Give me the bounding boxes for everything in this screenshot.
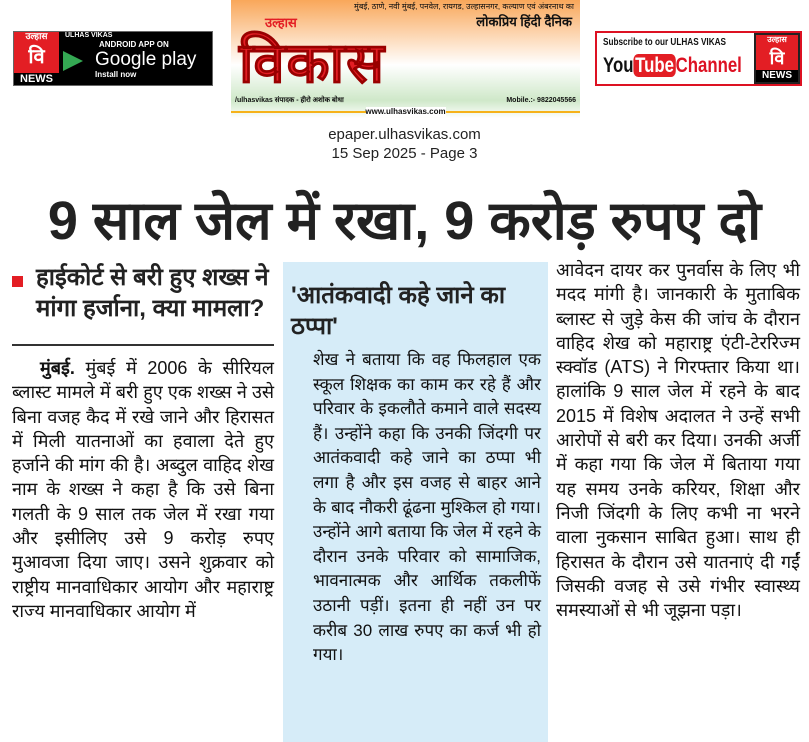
ad-line2: ANDROID APP ON — [99, 40, 169, 50]
ulhas-vikas-news-logo — [14, 32, 59, 85]
google-play-ad[interactable] — [13, 31, 213, 86]
bullet-square — [12, 276, 23, 287]
masthead-title: विकास — [239, 31, 387, 94]
right-column-text: आवेदन दायर कर पुनर्वास के लिए भी मदद मांगी है। जानकारी के मुताबिक ब्लास्ट से जुड़े केस की जांच के दौरान वाहिद शेख को महाराष्ट्र एंटी-टेररिज्म स्क्वॉड (ATS) ने गिरफ्तार किया था। हालांकि 9 साल जेल में रहने के बाद 2015 में विशेष अदालत ने उन्हें सभी आरोपों से बरी कर दिया। उनकी अर्जी में कहा गया कि जेल में बिताया गया यह समय उनके करियर, शिक्षा और निजी जिंदगी के लिए कभी ना भरने वाला नुकसान साबित हुआ। साथ ही हिरासत के दौरान उसे यातनाएं दी गईं जिसकी वजह से उसे गंभीर स्वास्थ्य समस्याओं से भी जूझना पड़ा। — [556, 260, 800, 621]
logo-letter: वि — [769, 47, 785, 68]
headline: 9 साल जेल में रखा, 9 करोड़ रुपए दो — [47, 191, 762, 251]
masthead-website: www.ulhasvikas.com — [365, 107, 446, 116]
masthead — [231, 0, 580, 118]
dateline: मुंबई. — [40, 358, 75, 378]
subheadline: हाईकोर्ट से बरी हुए शख्स ने मांगा हर्जाना, क्या मामला? — [36, 264, 269, 322]
box-text: शेख ने बताया कि वह फिलहाल एक स्कूल शिक्षक का काम कर रहे हैं और परिवार के इकलौते कमाने वाले सदस्य हैं। उन्होंने कहा कि उनकी जिंदगी पर आतंकवादी कहे जाने का ठप्पा भी लगा है और इस वजह से बाहर आने के बाद नौकरी ढूंढना मुश्किल हो गया। उन्होंने आगे बताया कि जेल में रहने के दौरान उनके परिवार को सामाजिक, भावनात्मक और आर्थिक तकलीफें उठानी पड़ीं। इतना ही नहीं उन पर करीब 30 लाख रुपए का कर्ज भी हो गया। — [313, 350, 541, 665]
source-url: epaper.ulhasvikas.com — [328, 126, 481, 143]
ad-line1: ULHAS VIKAS — [65, 32, 113, 39]
left-column-container — [12, 262, 274, 623]
masthead-prefix: उल्हास — [265, 15, 297, 30]
left-column — [12, 356, 274, 623]
divider — [12, 344, 274, 346]
masthead-mobile: Mobile.:- 9822045566 — [506, 97, 576, 104]
logo-small-text: उल्हास — [767, 35, 787, 44]
logo-letter: वि — [28, 46, 45, 69]
date-page: 15 Sep 2025 - Page 3 — [331, 145, 478, 162]
sidebar-box — [283, 262, 548, 742]
masthead-cities: मुंबई, ठाणे, नवी मुंबई, पनवेल, रायगड, उल्हासनगर, कल्याण एवं अंबरनाथ का — [354, 2, 574, 11]
yt-you: You — [603, 54, 634, 77]
box-title: 'आतंकवादी कहे जाने का ठप्पा' — [291, 282, 506, 340]
masthead-tagline: लोकप्रिय हिंदी दैनिक — [476, 14, 572, 29]
masthead-social: /ulhasvikas संपादक - हीरो अशोक बोधा — [235, 97, 344, 104]
play-icon — [63, 51, 83, 71]
ad-store: Google play — [95, 49, 197, 71]
ad-line3: Install now — [95, 70, 137, 80]
logo-small-text: उल्हास — [25, 31, 48, 41]
yt-line1: Subscribe to our ULHAS VIKAS — [603, 37, 727, 48]
left-column-text: मुंबई में 2006 के सीरियल ब्लास्ट मामले में बरी हुए एक शख्स ने उसे बिना वजह कैद में रखे जाने और हिरासत में मिली यातनाओं का हवाला देते हुए हर्जाने की मांग की है। अब्दुल वाहिद शेख नाम के शख्स ने कहा है कि उसे बिना गलती के 9 साल तक जेल में रखा गया और इसीलिए उसे 9 करोड़ रुपए मुआवजा दिया जाए। उसने शुक्रवार को राष्ट्रीय मानवाधिकार आयोग और महाराष्ट्र राज्य मानवाधिकार आयोग में — [12, 358, 274, 621]
logo-news: NEWS — [756, 70, 798, 82]
yt-tube: Tube — [635, 54, 674, 77]
ulhas-vikas-news-logo — [754, 33, 800, 84]
youtube-channel-ad[interactable] — [595, 31, 802, 86]
logo-news: NEWS — [14, 73, 59, 85]
yt-channel: Channel — [675, 54, 742, 77]
